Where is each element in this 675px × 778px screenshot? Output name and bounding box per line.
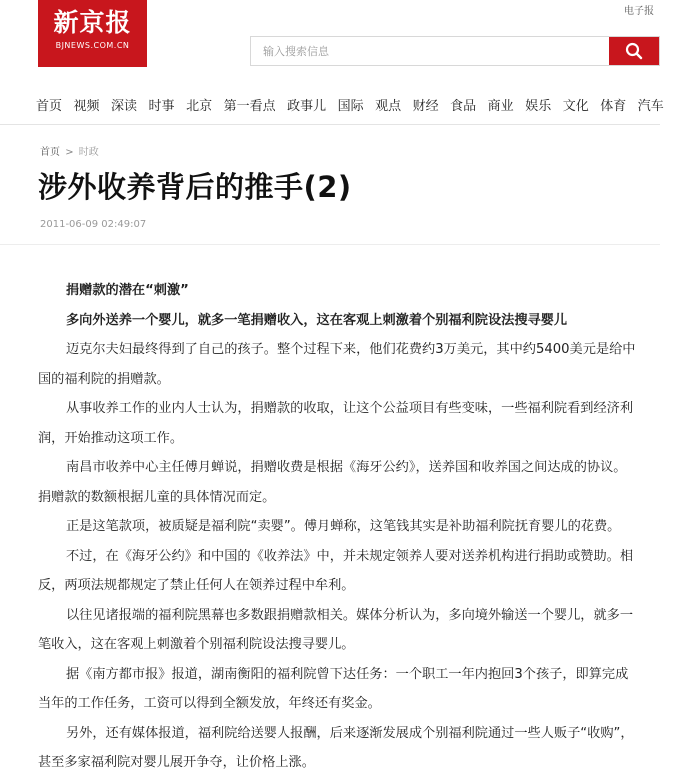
nav-item[interactable]: 体育 <box>600 99 627 114</box>
article-subheading: 捐赠款的潜在“刺激” <box>66 283 189 298</box>
nav-item[interactable]: 时事 <box>148 99 175 114</box>
header-divider <box>0 124 660 125</box>
nav-item[interactable]: 首页 <box>36 99 63 114</box>
search-input[interactable] <box>251 37 609 65</box>
site-logo[interactable] <box>38 0 147 67</box>
search-button[interactable] <box>609 37 659 65</box>
article-paragraph: 南昌市收养中心主任傅月蝉说，捐赠收费是根据《海牙公约》，送养国和收养国之间达成的协议。捐赠款的数额根据儿童的具体情况而定。 <box>38 460 627 505</box>
article-paragraph: 另外，还有媒体报道，福利院给送婴人报酬，后来逐渐发展成个别福利院通过一些人贩子“收购”，甚至多家福利院对婴儿展开争夺，让价格上涨。 <box>38 725 634 770</box>
epaper-link[interactable]: 电子报 <box>624 6 654 17</box>
article-paragraph: 据《南方都市报》报道，湖南衡阳的福利院曾下达任务：一个职工一年内抱回3个孩子，即算完成当年的工作任务，工资可以得到全额发放，年终还有奖金。 <box>38 666 629 711</box>
nav-item[interactable]: 北京 <box>186 99 213 114</box>
nav-item[interactable]: 观点 <box>375 99 402 114</box>
breadcrumb-separator: > <box>65 147 74 158</box>
nav-item[interactable]: 汽车 <box>637 99 664 114</box>
breadcrumb-home[interactable]: 首页 <box>40 147 60 158</box>
article-body <box>38 276 638 778</box>
article-subheading: 多向外送养一个婴儿，就多一笔捐赠收入，这在客观上刺激着个别福利院设法搜寻婴儿 <box>66 312 568 328</box>
breadcrumb-current[interactable]: 时政 <box>78 147 99 158</box>
search-icon <box>625 42 643 60</box>
nav-item[interactable]: 文化 <box>562 99 589 114</box>
meta-divider <box>0 244 660 245</box>
nav-item[interactable]: 视频 <box>73 99 100 114</box>
nav-item[interactable]: 商业 <box>487 99 514 114</box>
breadcrumb <box>40 143 99 158</box>
logo-domain: BJNEWS.COM.CN <box>55 41 130 50</box>
nav-item[interactable]: 财经 <box>412 99 439 114</box>
nav-item[interactable]: 深读 <box>111 99 138 114</box>
publish-date: 2011-06-09 02:49:07 <box>40 219 147 230</box>
article-paragraph: 正是这笔款项，被质疑是福利院“卖婴”。傅月蝉称，这笔钱其实是补助福利院抚育婴儿的花费。 <box>66 519 621 534</box>
article-paragraph: 从事收养工作的业内人士认为，捐赠款的收取，让这个公益项目有些变味，一些福利院看到经济利润，开始推动这项工作。 <box>38 401 634 446</box>
logo-chinese-name: 新京报 <box>53 8 132 37</box>
article-paragraph: 迈克尔夫妇最终得到了自己的孩子。整个过程下来，他们花费约3万美元，其中约5400美元是给中国的福利院的捐赠款。 <box>38 342 636 387</box>
search-bar <box>250 36 660 66</box>
article-title: 涉外收养背后的推手(2) <box>38 170 352 204</box>
nav-item[interactable]: 娱乐 <box>525 99 552 114</box>
nav-item[interactable]: 政事儿 <box>287 99 327 114</box>
article-paragraph: 以往见诸报端的福利院黑幕也多数跟捐赠款相关。媒体分析认为，多向境外输送一个婴儿，就多一笔收入，这在客观上刺激着个别福利院设法搜寻婴儿。 <box>38 607 634 652</box>
nav-item[interactable]: 食品 <box>450 99 477 114</box>
article-paragraph: 不过，在《海牙公约》和中国的《收养法》中，并未规定领养人要对送养机构进行捐助或赞助。相反，两项法规都规定了禁止任何人在领养过程中牟利。 <box>38 548 634 593</box>
main-nav <box>36 95 675 114</box>
nav-item[interactable]: 第一看点 <box>223 99 276 114</box>
nav-item[interactable]: 国际 <box>337 99 364 114</box>
